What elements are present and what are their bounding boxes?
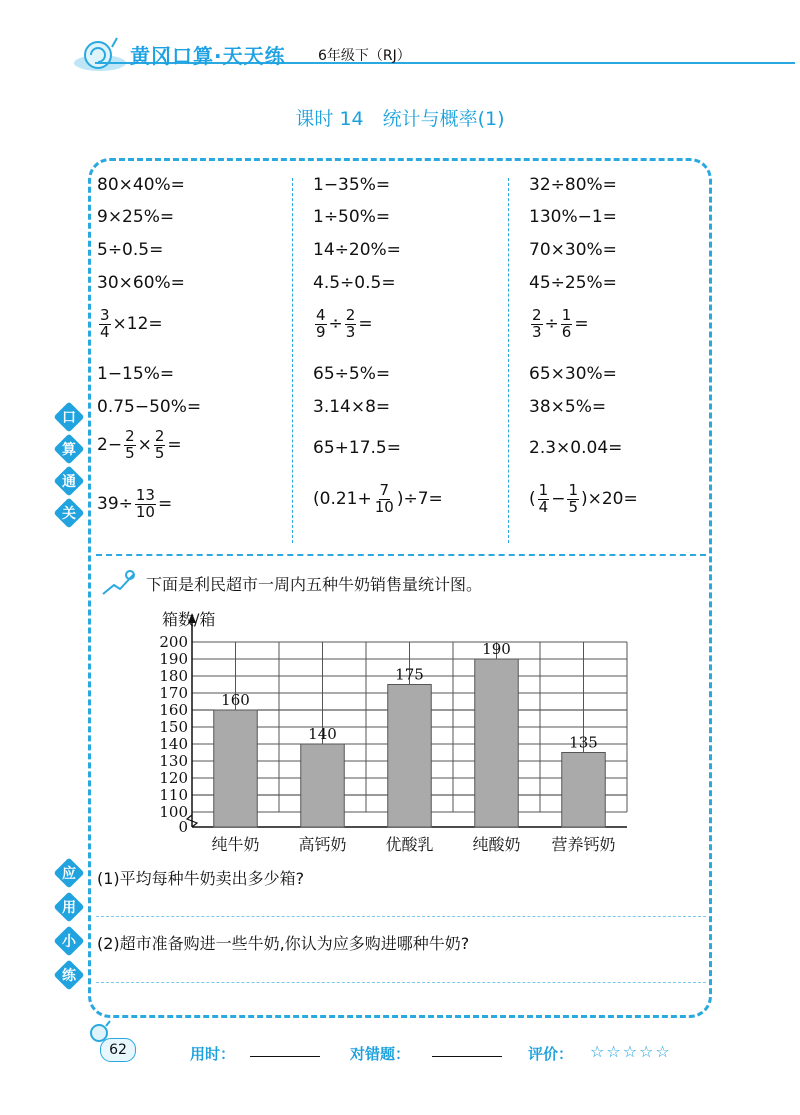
grade-label: 6年级下（RJ） [318,48,411,64]
exercise-3-5: $\frac{2}{3}$ ÷ $\frac{1}{6}$ = [532,306,589,341]
question-2: (2)超市准备购进一些牛奶,你认为应多购进哪种牛奶? [97,934,470,953]
side-chip: 算 [53,433,84,464]
side-chip: 口 [53,401,84,432]
bar [562,753,606,828]
bar-chart [150,605,640,860]
exercise-1-5: $\frac{3}{4}$ ×12= [100,306,163,341]
exercise-2-6: 65÷5%= [313,364,391,384]
side-chip: 用 [53,891,84,922]
y-tick-label: 130 [159,752,188,770]
answer-line-2 [96,982,706,983]
x-tick-label: 营养钙奶 [551,835,616,854]
exercise-3-8: 2.3×0.04= [529,438,623,458]
exercise-2-3: 14÷20%= [313,240,401,260]
fraction: $\frac{2}{3}$ [532,306,542,341]
bar-value-label: 160 [221,691,250,709]
exercise-2-9: (0.21+ $\frac{7}{10}$ )÷7= [313,481,443,516]
exercise-3-1: 32÷80%= [529,175,617,195]
fraction: $\frac{7}{10}$ [374,481,394,516]
exercise-2-7: 3.14×8= [313,397,391,417]
y-tick-label: 140 [159,735,188,753]
side-chip: 通 [53,465,84,496]
side-chip: 小 [53,925,84,956]
rating-label: 评价： [528,1045,574,1063]
pointing-hand-icon [100,568,138,598]
exercise-3-4: 45÷25%= [529,273,617,293]
exercise-1-1: 80×40%= [97,175,185,195]
page-number: 62 [100,1038,136,1062]
snail-logo-icon [70,35,130,75]
exercise-2-1: 1−35%= [313,175,391,195]
errors-blank [432,1056,502,1057]
exercise-2-8: 65+17.5= [313,438,401,458]
y-tick-label: 180 [159,667,188,685]
exercise-3-3: 70×30%= [529,240,617,260]
bar-value-label: 135 [569,733,598,752]
y-tick-label: 190 [159,650,188,668]
time-label: 用时： [190,1045,236,1063]
lesson-title: 课时 14 统计与概率(1) [295,108,505,130]
y-tick-label: 170 [159,684,188,702]
fraction: $\frac{3}{4}$ [100,306,110,341]
rating-stars: ☆☆☆☆☆ [590,1042,672,1061]
y-tick-label: 0 [178,818,188,836]
exercise-2-2: 1÷50%= [313,207,391,227]
fraction: $\frac{4}{9}$ [316,306,326,341]
exercise-1-9: 39÷ $\frac{13}{10}$ = [97,486,173,521]
bar [301,744,345,827]
exercise-1-7: 0.75−50%= [97,397,202,417]
x-tick-label: 高钙奶 [298,835,347,854]
y-tick-label: 200 [159,633,188,651]
y-tick-label: 150 [159,718,188,736]
fraction: $\frac{2}{3}$ [345,306,356,341]
time-blank [250,1056,320,1057]
bar-value-label: 175 [395,665,424,684]
fraction: $\frac{13}{10}$ [135,486,155,521]
brand-title: 黄冈口算·天天练 [130,44,286,68]
exercise-1-4: 30×60%= [97,273,185,293]
y-tick-label: 110 [159,786,188,804]
fraction: $\frac{1}{4}$ [538,481,549,516]
exercise-1-2: 9×25%= [97,207,175,227]
exercise-1-3: 5÷0.5= [97,240,164,260]
x-tick-label: 纯牛奶 [211,835,260,854]
y-tick-label: 120 [159,769,188,787]
bar-value-label: 140 [308,725,337,743]
side-chip: 练 [53,959,84,990]
fraction: $\frac{1}{6}$ [561,306,572,341]
question-1: (1)平均每种牛奶卖出多少箱? [97,869,305,888]
exercise-3-7: 38×5%= [529,397,607,417]
exercise-2-4: 4.5÷0.5= [313,273,396,293]
bar [214,710,258,827]
exercise-2-5: $\frac{4}{9}$ ÷ $\frac{2}{3}$ = [316,306,373,341]
y-tick-label: 160 [159,701,188,719]
section-divider [96,554,706,556]
fraction: $\frac{2}{5}$ [154,427,165,462]
x-tick-label: 纯酸奶 [472,835,521,854]
bar [388,685,432,828]
y-tick-label: 100 [159,803,188,821]
side-chip: 应 [53,857,84,888]
exercise-1-6: 1−15%= [97,364,175,384]
fraction: $\frac{2}{5}$ [125,427,135,462]
exercise-3-2: 130%−1= [529,207,617,227]
exercise-3-6: 65×30%= [529,364,617,384]
column-divider-2 [508,178,509,543]
exercise-3-9: ( $\frac{1}{4}$ − $\frac{1}{5}$ )×20= [529,481,638,516]
column-divider-1 [292,178,293,543]
y-axis-label: 箱数/箱 [162,610,216,629]
fraction: $\frac{1}{5}$ [568,481,578,516]
problem-intro: 下面是利民超市一周内五种牛奶销售量统计图。 [146,575,483,594]
bar [475,659,519,827]
answer-line-1 [96,916,706,917]
exercise-1-8: 2− $\frac{2}{5}$ × $\frac{2}{5}$ = [97,427,182,462]
bar-value-label: 190 [482,640,511,658]
errors-label: 对错题： [350,1045,411,1063]
x-tick-label: 优酸乳 [385,835,434,854]
side-chip: 关 [53,497,84,528]
